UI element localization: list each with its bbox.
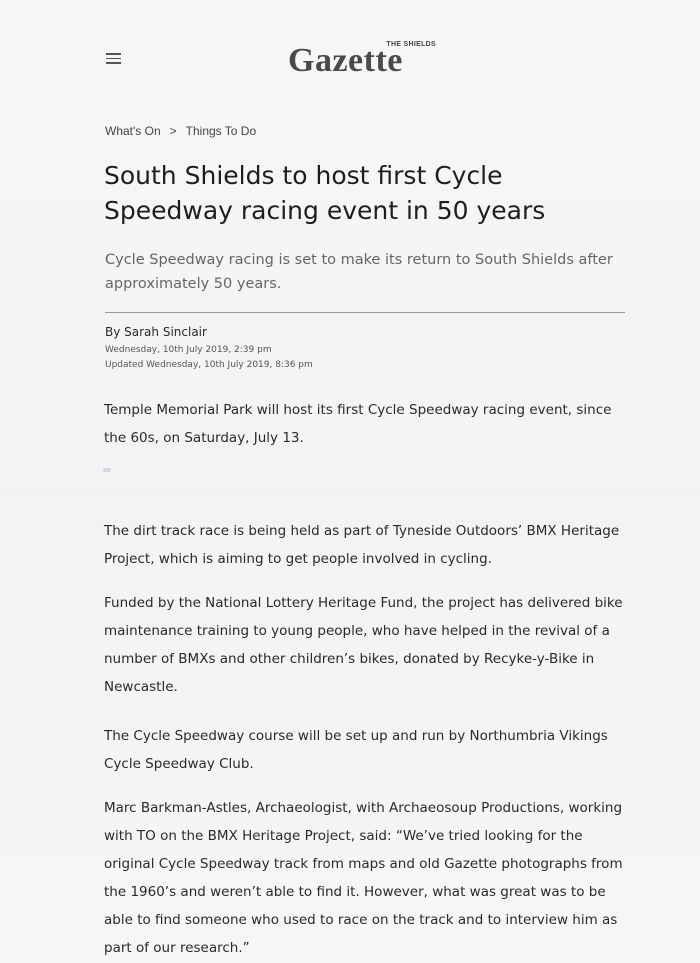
breadcrumb — [105, 124, 256, 138]
hamburger-menu-icon[interactable] — [106, 53, 121, 64]
print-smudge — [103, 468, 111, 472]
article-paragraph-3: Funded by the National Lottery Heritage Fund, the project has delivered bike maintenance training to young people, who have helped in the revival of a number of BMXs and other children’s bikes, donated by Recyke-y-Bike in Newcastle. — [104, 595, 623, 695]
article-paragraph-4: The Cycle Speedway course will be set up and run by Northumbria Vikings Cycle Speedway Club. — [104, 728, 608, 772]
byline — [105, 325, 313, 373]
author-name[interactable]: By Sarah Sinclair — [105, 325, 207, 339]
published-date: Wednesday, 10th July 2019, 2:39 pm — [105, 345, 272, 355]
breadcrumb-things-to-do[interactable]: Things To Do — [185, 124, 257, 138]
article-title: South Shields to host first Cycle Speedway racing event in 50 years — [104, 161, 546, 225]
article-paragraph-1: Temple Memorial Park will host its first Cycle Speedway racing event, since the 60s, on Saturday, July 13. — [104, 402, 612, 446]
breadcrumb-whats-on[interactable]: What's On — [105, 124, 161, 138]
site-header — [0, 30, 700, 90]
breadcrumb-separator: > — [169, 124, 177, 138]
article-paragraph-2: The dirt track race is being held as part of Tyneside Outdoors’ BMX Heritage Project, which is aiming to get people involved in cycling. — [104, 523, 620, 567]
article-standfirst: Cycle Speedway racing is set to make its return to South Shields after approximately 50 years. — [105, 252, 613, 292]
updated-date: Updated Wednesday, 10th July 2019, 8:36 pm — [105, 360, 313, 370]
divider — [105, 312, 625, 313]
logo-main-text: Gazette — [288, 42, 403, 79]
paper-fold-line — [0, 492, 700, 494]
logo-small-text: THE SHIELDS — [386, 41, 436, 48]
gazette-logo[interactable] — [288, 38, 448, 82]
article-paragraph-5: Marc Barkman-Astles, Archaeologist, with Archaeosoup Productions, working with TO on the BMX Heritage Project, said: “We’ve tried looking for the original Cycle Speedway track from maps and old Gazette photographs from the 1960’s and weren’t able to find it. However, what was great was to be able to find someone who used to race on the track and to interview him as part of our research.” — [104, 800, 623, 956]
